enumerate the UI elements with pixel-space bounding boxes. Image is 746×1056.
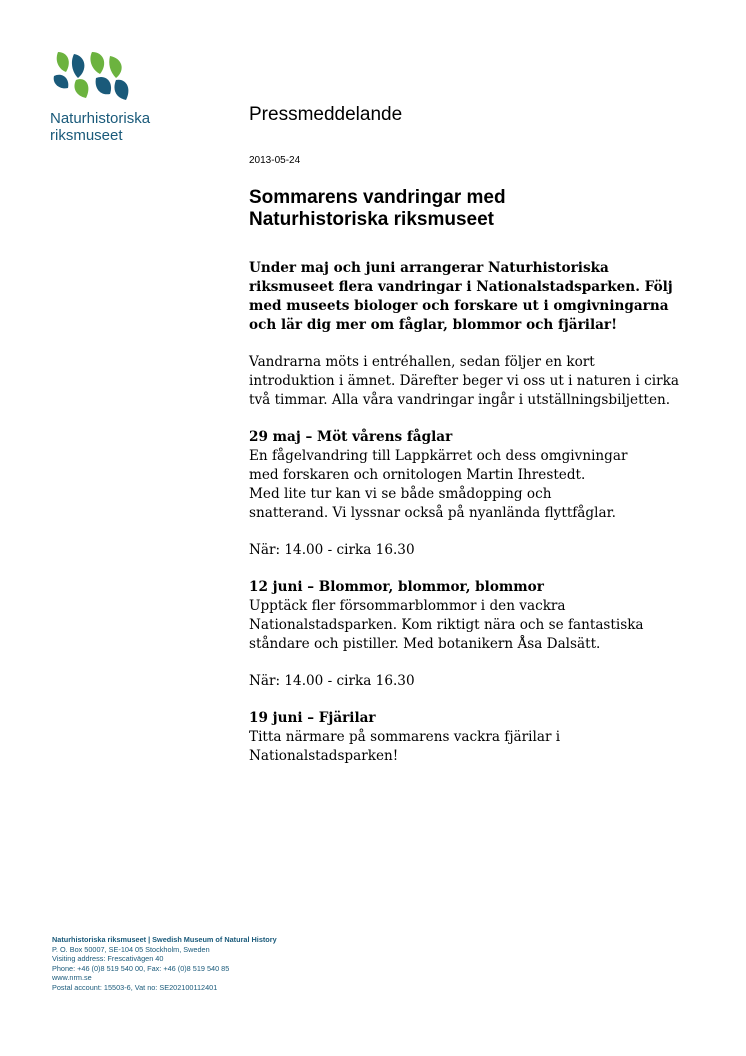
document-date: 2013-05-24 — [249, 155, 301, 166]
lead-paragraph: Under maj och juni arrangerar Naturhistoriska riksmuseet flera vandringar i Nationalstadsparken. Följ med museets biologer och forskare ut i omgivningarna och lär dig mer om fåglar, blommor och fjärilar! — [249, 260, 673, 333]
logo-line-2: riksmuseet — [50, 127, 123, 144]
event-2 — [249, 578, 679, 654]
footer-website: www.nrm.se — [52, 973, 92, 983]
headline-line-2: Naturhistoriska riksmuseet — [249, 209, 494, 230]
event-1-line-3: Med lite tur kan vi se både smådopping och — [249, 486, 552, 502]
footer-phone: Phone: +46 (0)8 519 540 00, Fax: +46 (0)8 519 540 85 — [52, 963, 230, 973]
event-1 — [249, 428, 679, 523]
event-1-title: 29 maj – Möt vårens fåglar — [249, 429, 453, 445]
event-3-description: Titta närmare på sommarens vackra fjärilar i Nationalstadsparken! — [249, 729, 561, 764]
body-content — [249, 259, 679, 784]
logo-wordmark — [50, 110, 150, 144]
museum-logo-icon — [52, 50, 132, 102]
logo-line-1: Naturhistoriska — [50, 110, 151, 127]
event-3-title: 19 juni – Fjärilar — [249, 710, 376, 726]
event-1-line-2: med forskaren och ornitologen Martin Ihrestedt. — [249, 467, 586, 483]
footer-visiting-address: Visiting address: Frescativägen 40 — [52, 954, 164, 964]
event-1-line-4: snatterand. Vi lyssnar också på nyanlända flyttfåglar. — [249, 505, 616, 521]
event-2-description: Upptäck fler försommarblommor i den vackra Nationalstadsparken. Kom riktigt nära och se fantastiska ståndare och pistiller. Med botanikern Åsa Dalsätt. — [249, 598, 644, 652]
event-2-title: 12 juni – Blommor, blommor, blommor — [249, 579, 544, 595]
event-1-line-1: En fågelvandring till Lappkärret och dess omgivningar — [249, 448, 628, 464]
footer-org-name: Naturhistoriska riksmuseet | Swedish Museum of Natural History — [52, 935, 277, 944]
headline-line-1: Sommarens vandringar med — [249, 187, 506, 208]
footer-postal-address: P. O. Box 50007, SE-104 05 Stockholm, Sweden — [52, 944, 210, 954]
headline — [249, 187, 669, 231]
event-3 — [249, 709, 679, 766]
document-type: Pressmeddelande — [249, 104, 403, 125]
event-1-when: När: 14.00 - cirka 16.30 — [249, 542, 415, 558]
footer-postal-account: Postal account: 15503-6, Vat no: SE202100112401 — [52, 982, 218, 992]
event-2-when: När: 14.00 - cirka 16.30 — [249, 673, 415, 689]
intro-paragraph: Vandrarna möts i entréhallen, sedan följer en kort introduktion i ämnet. Därefter beger vi oss ut i naturen i cirka två timmar. Alla våra vandringar ingår i utställningsbiljetten. — [249, 354, 679, 408]
footer-contact — [52, 935, 277, 993]
